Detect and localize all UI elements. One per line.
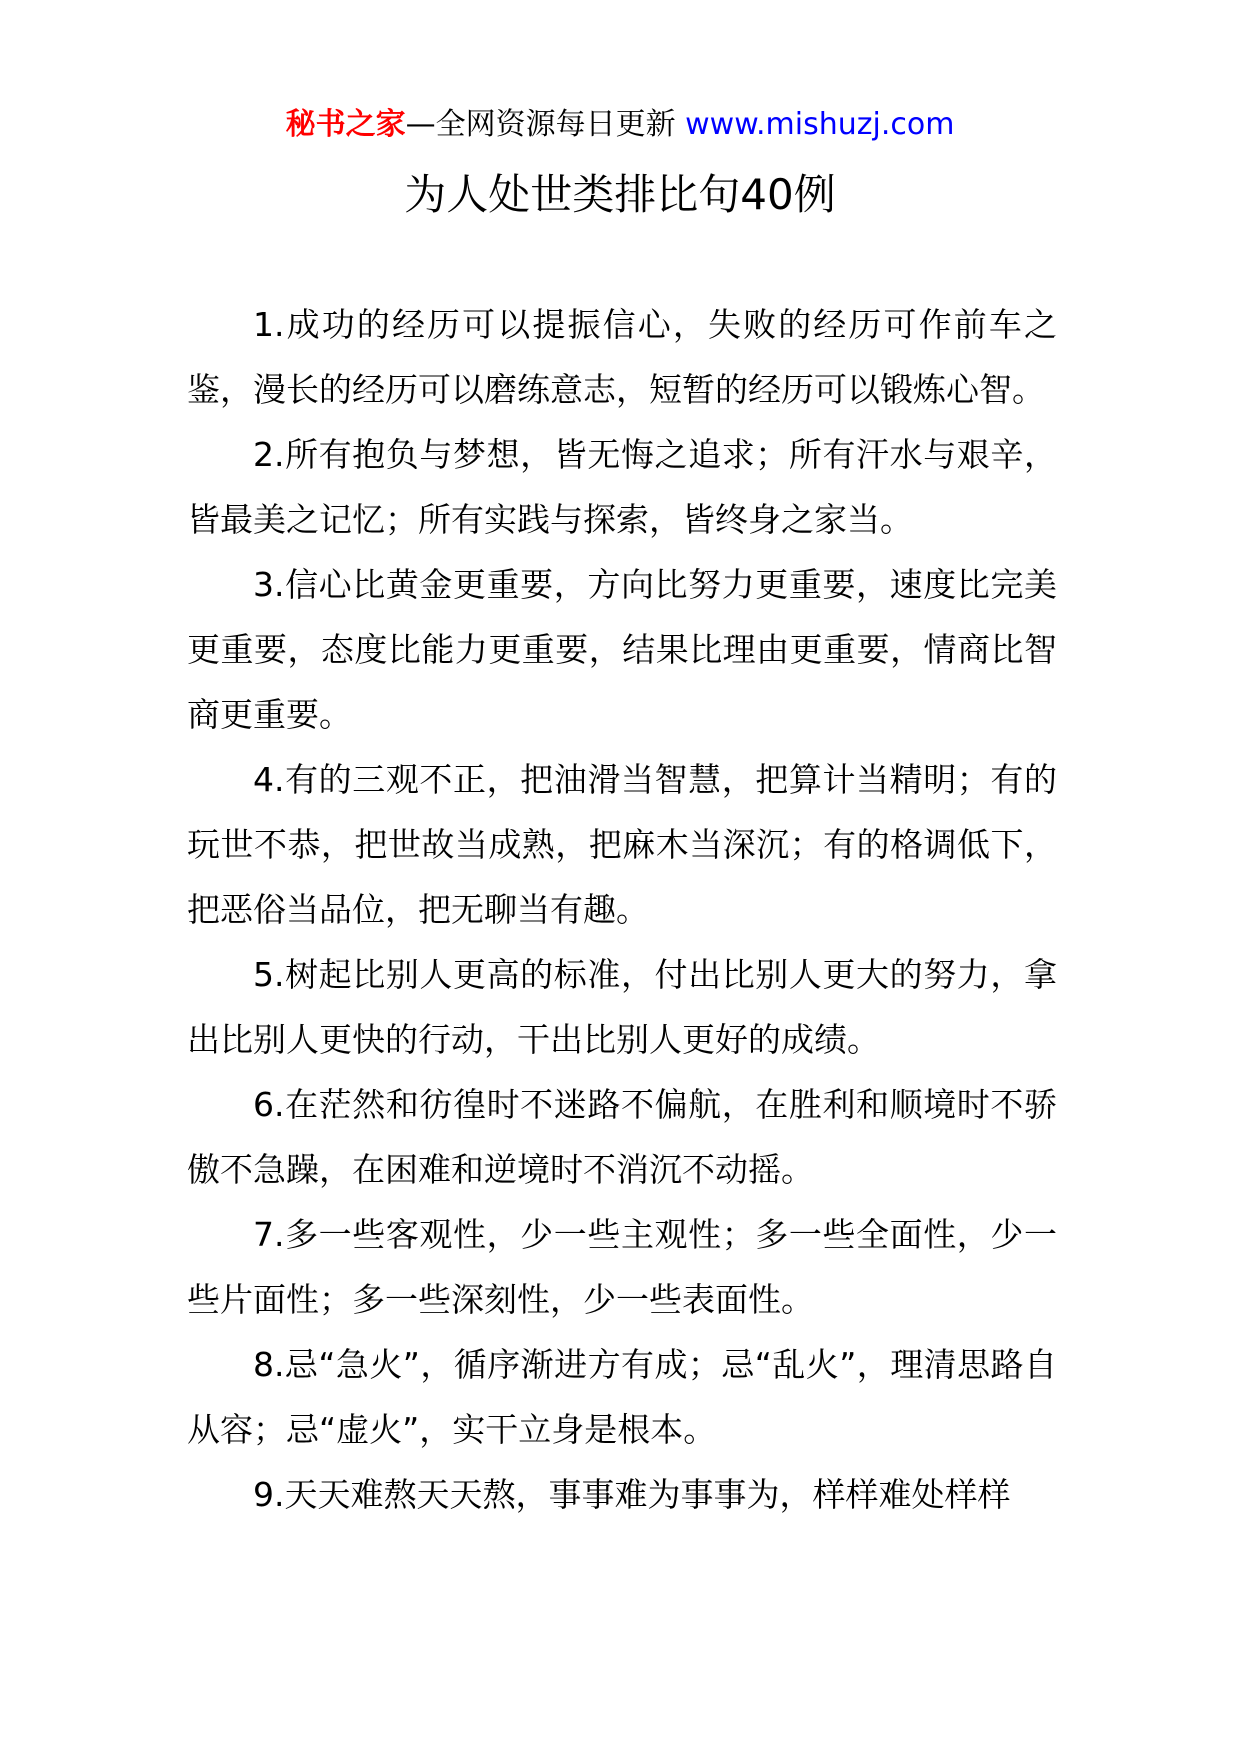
paragraph-1: 1.成功的经历可以提振信心，失败的经历可作前车之鉴，漫长的经历可以磨练意志，短暂的经历可以锻炼心智。 [187,305,1057,409]
paragraph-2: 2.所有抱负与梦想，皆无悔之追求；所有汗水与艰辛，皆最美之记忆；所有实践与探索，皆终身之家当。 [187,435,1057,539]
site-header [0,100,1240,150]
paragraph-5: 5.树起比别人更高的标准，付出比别人更大的努力，拿出比别人更快的行动，干出比别人更好的成绩。 [187,955,1057,1059]
paragraph-7: 7.多一些客观性，少一些主观性；多一些全面性，少一些片面性；多一些深刻性，少一些表面性。 [187,1215,1057,1319]
paragraph-4: 4.有的三观不正，把油滑当智慧，把算计当精明；有的玩世不恭，把世故当成熟，把麻木当深沉；有的格调低下，把恶俗当品位，把无聊当有趣。 [187,760,1057,929]
paragraph-9: 9.天天难熬天天熬，事事难为事事为，样样难处样样 [253,1475,1011,1514]
document-body [187,292,1057,1527]
document-title: 为人处世类排比句40例 [404,170,836,219]
paragraph-3: 3.信心比黄金更重要，方向比努力更重要，速度比完美更重要，态度比能力更重要，结果比理由更重要，情商比智商更重要。 [187,565,1057,734]
header-tagline: —全网资源每日更新 [405,107,676,142]
site-url: www.mishuzj.com [685,107,955,142]
brand-name: 秘书之家 [285,107,406,142]
paragraph-8: 8.忌“急火”，循序渐进方有成；忌“乱火”，理清思路自从容；忌“虚火”，实干立身是根本。 [187,1345,1057,1449]
paragraph-6: 6.在茫然和彷徨时不迷路不偏航，在胜利和顺境时不骄傲不急躁，在困难和逆境时不消沉不动摇。 [187,1085,1057,1189]
